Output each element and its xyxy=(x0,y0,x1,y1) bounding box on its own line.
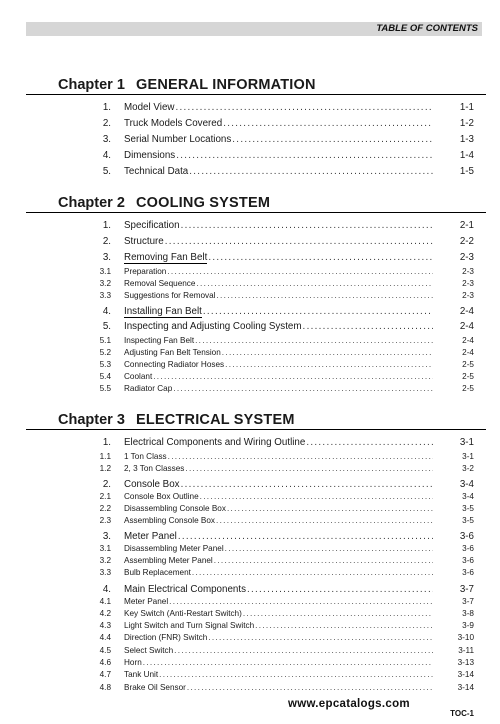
toc-entry[interactable] xyxy=(0,306,500,318)
entry-page: 3-9 xyxy=(462,621,474,630)
footer-watermark-url: www.epcatalogs.com xyxy=(288,698,410,710)
entry-number: 1. xyxy=(102,220,111,231)
entry-title: Tank Unit xyxy=(124,670,159,679)
dot-leader xyxy=(185,464,433,473)
entry-number: 4.5 xyxy=(99,646,111,655)
toc-subentry[interactable] xyxy=(0,633,500,642)
dot-leader xyxy=(176,150,433,161)
toc-subentry[interactable] xyxy=(0,609,500,618)
toc-subentry[interactable] xyxy=(0,556,500,565)
entry-number: 4.7 xyxy=(99,670,111,679)
toc-subentry[interactable] xyxy=(0,544,500,553)
entry-number: 5.1 xyxy=(99,336,111,345)
entry-title: Coolant xyxy=(124,372,153,381)
entry-number: 2. xyxy=(102,479,111,490)
toc-entry[interactable] xyxy=(0,584,500,595)
entry-number: 1.2 xyxy=(99,464,111,473)
entry-title: Select Switch xyxy=(124,646,174,655)
toc-subentry[interactable] xyxy=(0,464,500,473)
entry-number: 2.1 xyxy=(99,492,111,501)
dot-leader xyxy=(216,291,433,300)
entry-page: 2-2 xyxy=(459,236,474,247)
entry-number: 2. xyxy=(102,236,111,247)
entry-title: Specification xyxy=(124,220,180,231)
entry-page: 3-6 xyxy=(462,556,474,565)
toc-subentry[interactable] xyxy=(0,597,500,606)
entry-number: 3.3 xyxy=(99,291,111,300)
dot-leader xyxy=(195,336,433,345)
entry-page: 3-6 xyxy=(462,544,474,553)
entry-title: Horn xyxy=(124,658,142,667)
entry-title: Direction (FNR) Switch xyxy=(124,633,208,642)
entry-title: Dimensions xyxy=(124,150,176,161)
dot-leader xyxy=(181,479,433,490)
dot-leader xyxy=(232,134,433,145)
entry-number: 5. xyxy=(102,166,111,177)
entry-title: Connecting Radiator Hoses xyxy=(124,360,225,369)
entry-number: 4.6 xyxy=(99,658,111,667)
dot-leader xyxy=(247,584,433,595)
chapter-number: Chapter 1 xyxy=(58,77,125,93)
entry-title: Meter Panel xyxy=(124,531,177,542)
toc-subentry[interactable] xyxy=(0,683,500,692)
entry-page: 3-11 xyxy=(458,646,474,655)
entry-number: 4. xyxy=(102,584,111,595)
entry-page: 3-5 xyxy=(462,504,474,513)
entry-number: 2.3 xyxy=(99,516,111,525)
entry-page: 3-1 xyxy=(459,437,474,448)
entry-title: Inspecting and Adjusting Cooling System xyxy=(124,321,302,332)
entry-number: 1. xyxy=(102,437,111,448)
entry-title: Bulb Replacement xyxy=(124,568,191,577)
entry-page: 3-4 xyxy=(459,479,474,490)
toc-subentry[interactable] xyxy=(0,267,500,276)
entry-number: 3.2 xyxy=(99,556,111,565)
entry-page: 2-5 xyxy=(462,372,474,381)
footer-page-number: TOC-1 xyxy=(450,709,474,718)
entry-title: 2, 3 Ton Classes xyxy=(124,464,185,473)
dot-leader xyxy=(181,220,433,231)
entry-page: 2-1 xyxy=(459,220,474,231)
dot-leader xyxy=(174,646,433,655)
entry-page: 1-2 xyxy=(459,118,474,129)
dot-leader xyxy=(214,556,433,565)
entry-title: Assembling Meter Panel xyxy=(124,556,213,565)
toc-subentry[interactable] xyxy=(0,279,500,288)
entry-title: Inspecting Fan Belt xyxy=(124,336,195,345)
toc-subentry[interactable] xyxy=(0,348,500,357)
entry-page: 2-3 xyxy=(462,291,474,300)
toc-subentry[interactable] xyxy=(0,646,500,655)
dot-leader xyxy=(225,544,433,553)
entry-number: 5.5 xyxy=(99,384,111,393)
entry-title: Electrical Components and Wiring Outline xyxy=(124,437,306,448)
toc-entry[interactable] xyxy=(0,118,500,129)
entry-number: 5.2 xyxy=(99,348,111,357)
entry-number: 3. xyxy=(102,531,111,542)
toc-entry[interactable] xyxy=(0,220,500,231)
chapter-title: ELECTRICAL SYSTEM xyxy=(136,412,295,428)
entry-page: 3-4 xyxy=(462,492,474,501)
entry-page: 3-6 xyxy=(462,568,474,577)
entry-title: Brake Oil Sensor xyxy=(124,683,186,692)
entry-page: 1-4 xyxy=(459,150,474,161)
toc-entry[interactable] xyxy=(0,479,500,490)
entry-number: 3.1 xyxy=(99,267,111,276)
dot-leader xyxy=(227,504,433,513)
entry-page: 3-14 xyxy=(457,670,474,679)
entry-page: 3-14 xyxy=(457,683,474,692)
dot-leader xyxy=(306,437,433,448)
chapter-heading-1 xyxy=(26,72,486,95)
toc-subentry[interactable] xyxy=(0,568,500,577)
entry-page: 2-4 xyxy=(462,348,474,357)
toc-subentry[interactable] xyxy=(0,670,500,679)
dot-leader xyxy=(189,166,433,177)
entry-title: Meter Panel xyxy=(124,597,169,606)
entry-title: Light Switch and Turn Signal Switch xyxy=(124,621,255,630)
toc-subentry[interactable] xyxy=(0,452,500,461)
entry-title: Preparation xyxy=(124,267,167,276)
entry-page: 3-7 xyxy=(462,597,474,606)
toc-entry[interactable] xyxy=(0,531,500,542)
entry-page: 3-10 xyxy=(457,633,474,642)
entry-title: Assembling Console Box xyxy=(124,516,216,525)
dot-leader xyxy=(223,118,433,129)
dot-leader xyxy=(175,102,433,113)
entry-title: Console Box Outline xyxy=(124,492,199,501)
entry-number: 3.2 xyxy=(99,279,111,288)
toc-subentry[interactable] xyxy=(0,384,500,393)
toc-entry[interactable] xyxy=(0,321,500,332)
chapter-title: GENERAL INFORMATION xyxy=(136,77,316,93)
entry-page: 1-1 xyxy=(459,102,474,113)
entry-title: Removal Sequence xyxy=(124,279,196,288)
entry-number: 5. xyxy=(102,321,111,332)
entry-page: 1-3 xyxy=(459,134,474,145)
dot-leader xyxy=(165,236,433,247)
toc-subentry[interactable] xyxy=(0,504,500,513)
dot-leader xyxy=(200,492,433,501)
entry-number: 5.3 xyxy=(99,360,111,369)
entry-title: Installing Fan Belt xyxy=(124,306,202,317)
entry-number: 4.8 xyxy=(99,683,111,692)
toc-entry[interactable] xyxy=(0,134,500,145)
entry-title: Main Electrical Components xyxy=(124,584,246,595)
entry-page: 3-7 xyxy=(459,584,474,595)
entry-number: 4.2 xyxy=(99,609,111,618)
entry-number: 4. xyxy=(102,306,111,317)
toc-entry[interactable] xyxy=(0,102,500,113)
entry-page: 1-5 xyxy=(459,166,474,177)
entry-number: 1. xyxy=(102,102,111,113)
entry-title: Serial Number Locations xyxy=(124,134,232,145)
entry-title: Key Switch (Anti-Restart Switch) xyxy=(124,609,242,618)
entry-title: Suggestions for Removal xyxy=(124,291,216,300)
dot-leader xyxy=(196,279,433,288)
entry-number: 3. xyxy=(102,252,111,263)
entry-page: 2-5 xyxy=(462,384,474,393)
toc-entry[interactable] xyxy=(0,166,500,177)
dot-leader xyxy=(222,348,433,357)
entry-page: 2-4 xyxy=(459,321,474,332)
entry-number: 2. xyxy=(102,118,111,129)
entry-title: Adjusting Fan Belt Tension xyxy=(124,348,221,357)
chapter-number: Chapter 2 xyxy=(58,195,125,211)
dot-leader xyxy=(208,633,433,642)
entry-title: Structure xyxy=(124,236,164,247)
dot-leader xyxy=(192,568,433,577)
entry-page: 2-5 xyxy=(462,360,474,369)
toc-entry[interactable] xyxy=(0,236,500,247)
entry-page: 3-1 xyxy=(462,452,474,461)
chapter-heading-2 xyxy=(26,190,486,213)
dot-leader xyxy=(168,452,433,461)
dot-leader xyxy=(169,597,433,606)
entry-page: 3-13 xyxy=(457,658,474,667)
entry-title: Radiator Cap xyxy=(124,384,173,393)
entry-number: 3. xyxy=(102,134,111,145)
entry-title: Model View xyxy=(124,102,175,113)
entry-page: 2-4 xyxy=(462,336,474,345)
entry-page: 3-8 xyxy=(462,609,474,618)
toc-subentry[interactable] xyxy=(0,336,500,345)
dot-leader xyxy=(225,360,433,369)
entry-page: 3-2 xyxy=(462,464,474,473)
chapter-heading-3 xyxy=(26,407,486,430)
entry-number: 3.1 xyxy=(99,544,111,553)
entry-title: Truck Models Covered xyxy=(124,118,223,129)
dot-leader xyxy=(216,516,433,525)
toc-subentry[interactable] xyxy=(0,291,500,300)
dot-leader xyxy=(153,372,433,381)
entry-title: Console Box xyxy=(124,479,180,490)
dot-leader xyxy=(159,670,433,679)
toc-entry[interactable] xyxy=(0,437,500,448)
entry-page: 2-3 xyxy=(462,279,474,288)
entry-title: Removing Fan Belt xyxy=(124,252,208,263)
entry-number: 1.1 xyxy=(99,452,111,461)
entry-number: 4. xyxy=(102,150,111,161)
dot-leader xyxy=(203,306,433,317)
toc-subentry[interactable] xyxy=(0,492,500,501)
entry-number: 4.4 xyxy=(99,633,111,642)
dot-leader xyxy=(187,683,433,692)
entry-title: Technical Data xyxy=(124,166,189,177)
toc-subentry[interactable] xyxy=(0,360,500,369)
entry-number: 4.3 xyxy=(99,621,111,630)
dot-leader xyxy=(173,384,433,393)
entry-page: 3-6 xyxy=(459,531,474,542)
entry-page: 2-3 xyxy=(462,267,474,276)
entry-page: 2-3 xyxy=(459,252,474,263)
entry-title: Disassembling Console Box xyxy=(124,504,226,513)
dot-leader xyxy=(255,621,433,630)
toc-subentry[interactable] xyxy=(0,621,500,630)
entry-number: 5.4 xyxy=(99,372,111,381)
entry-number: 3.3 xyxy=(99,568,111,577)
toc-entry[interactable] xyxy=(0,252,500,264)
dot-leader xyxy=(208,252,433,263)
dot-leader xyxy=(143,658,433,667)
entry-title: 1 Ton Class xyxy=(124,452,167,461)
chapter-number: Chapter 3 xyxy=(58,412,125,428)
toc-entry[interactable] xyxy=(0,150,500,161)
chapter-title: COOLING SYSTEM xyxy=(136,195,271,211)
entry-number: 2.2 xyxy=(99,504,111,513)
dot-leader xyxy=(303,321,433,332)
dot-leader xyxy=(243,609,433,618)
dot-leader xyxy=(178,531,433,542)
dot-leader xyxy=(167,267,433,276)
entry-title: Disassembling Meter Panel xyxy=(124,544,224,553)
toc-subentry[interactable] xyxy=(0,658,500,667)
page-header-title: TABLE OF CONTENTS xyxy=(376,23,478,34)
toc-subentry[interactable] xyxy=(0,372,500,381)
entry-number: 4.1 xyxy=(99,597,111,606)
entry-page: 2-4 xyxy=(459,306,474,317)
entry-page: 3-5 xyxy=(462,516,474,525)
toc-subentry[interactable] xyxy=(0,516,500,525)
